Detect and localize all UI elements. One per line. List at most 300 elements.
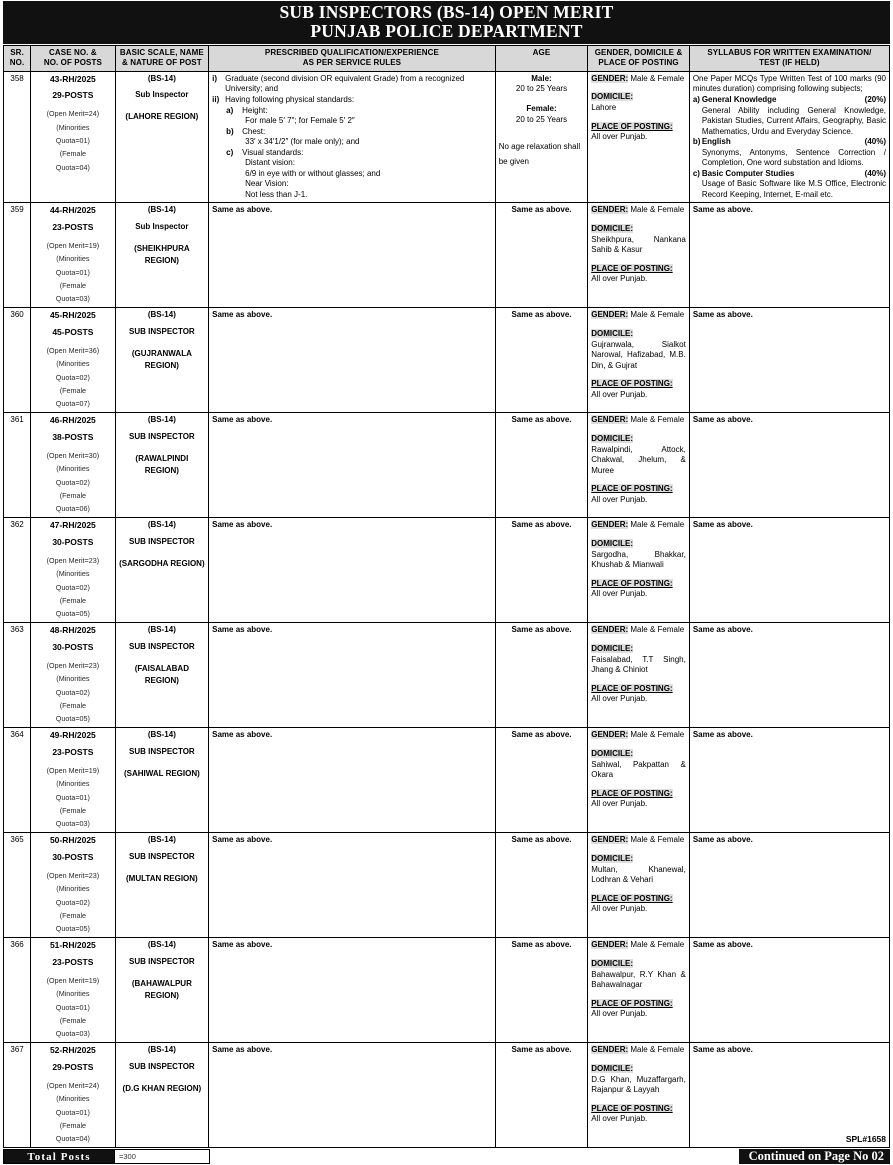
minorities-quota-label: (Minorities [56, 569, 90, 579]
domicile-label: DOMICILE: [591, 538, 634, 548]
place-of-posting-block [591, 789, 686, 810]
header-case-line1: CASE NO. & [49, 47, 97, 57]
qual-item-a-detail: For male 5′ 7″; for Female 5′ 2″ [245, 116, 355, 126]
posts-count: 30-POSTS [52, 536, 94, 547]
table-body [4, 71, 890, 1148]
open-merit-quota: (Open Merit=19) [46, 765, 100, 775]
gender-label: GENDER: [591, 205, 629, 215]
qual-item-c-d3: Near Vision: [245, 179, 289, 189]
cell-syllabus [689, 938, 889, 1043]
female-quota-label: (Female [59, 1015, 87, 1025]
cell-age [495, 413, 588, 518]
minorities-quota-label: (Minorities [56, 1094, 90, 1104]
minorities-quota-label: (Minorities [56, 989, 90, 999]
gender-block [591, 310, 686, 321]
case-number: 51-RH/2025 [49, 940, 96, 951]
open-merit-quota: (Open Merit=23) [46, 870, 100, 880]
cell-case-no [31, 308, 115, 413]
open-merit-quota: (Open Merit=19) [46, 240, 100, 250]
place-of-posting-label: PLACE OF POSTING: [591, 788, 673, 798]
female-quota-value: Quota=04) [55, 162, 90, 172]
minorities-quota-label: (Minorities [56, 464, 90, 474]
place-of-posting-label: PLACE OF POSTING: [591, 484, 673, 494]
domicile-value: Gujranwala, Sialkot Narowal, Hafizabad, M.B. Din, & Gujrat [591, 339, 686, 370]
post-name: SUB INSPECTOR [129, 1061, 195, 1071]
total-posts-group [3, 1149, 210, 1164]
domicile-value: Multan, Khanewal, Lodhran & Vehari [591, 864, 686, 885]
cell-case-no [31, 728, 115, 833]
domicile-block [591, 644, 686, 676]
cell-post [115, 1043, 209, 1148]
domicile-value: Bahawalpur, R.Y Khan & Bahawalnagar [591, 969, 686, 990]
qual-marker-a: a) [226, 105, 234, 115]
place-of-posting-value: All over Punjab. [591, 274, 648, 284]
minorities-quota-value: Quota=02) [55, 372, 90, 382]
spl-number: SPL#1658 [845, 1134, 886, 1145]
place-of-posting-block [591, 684, 686, 705]
qualification-same-as-above: Same as above. [212, 835, 273, 845]
header-syllabus [689, 45, 889, 71]
gender-value: Male & Female [630, 940, 685, 950]
header-post-line2: & NATURE OF POST [122, 58, 202, 68]
syllabus-subject-3: Basic Computer Studies [701, 168, 795, 178]
cell-syllabus [689, 203, 889, 308]
age-same-as-above: Same as above. [511, 1045, 572, 1055]
cell-syllabus [689, 71, 889, 203]
basic-scale: (BS-14) [147, 205, 176, 215]
domicile-block [591, 539, 686, 571]
gender-label: GENDER: [591, 310, 629, 320]
minorities-quota-label: (Minorities [56, 254, 90, 264]
header-gender-domicile [588, 45, 690, 71]
cell-syllabus [689, 308, 889, 413]
cell-qualification [209, 308, 496, 413]
qual-item-a: Height: [242, 105, 268, 115]
cell-age [495, 728, 588, 833]
open-merit-quota: (Open Merit=24) [46, 1080, 100, 1090]
post-region: (FAISALABAD REGION) [134, 663, 189, 685]
place-of-posting-value: All over Punjab. [591, 389, 648, 399]
minorities-quota-value: Quota=01) [55, 792, 90, 802]
cell-syllabus [689, 1043, 889, 1148]
cell-case-no [31, 518, 115, 623]
post-region: (LAHORE REGION) [125, 111, 199, 121]
female-quota-label: (Female [59, 805, 87, 815]
post-region: (SAHIWAL REGION) [123, 768, 200, 778]
cell-syllabus [689, 518, 889, 623]
basic-scale: (BS-14) [147, 415, 176, 425]
syllabus-same-as-above: Same as above. [692, 730, 753, 740]
syllabus-same-as-above: Same as above. [692, 310, 753, 320]
syllabus-intro: One Paper MCQs Type Written Test of 100 marks (90 minutes duration) comprising following subjects; [692, 73, 886, 94]
domicile-block [591, 1064, 686, 1096]
gender-value: Male & Female [630, 415, 685, 425]
cell-case-no [31, 623, 115, 728]
female-quota-value: Quota=06) [55, 504, 90, 514]
age-male-label: Male: [531, 73, 552, 83]
cell-age [495, 308, 588, 413]
syllabus-weight-1: (20%) [864, 94, 886, 104]
female-quota-value: Quota=07) [55, 399, 90, 409]
qualification-same-as-above: Same as above. [212, 730, 273, 740]
table-row [4, 518, 890, 623]
table-row [4, 728, 890, 833]
title-banner [3, 1, 890, 44]
gender-block [591, 415, 686, 426]
age-relaxation-note: No age relaxation shall be given [498, 142, 581, 167]
gender-label: GENDER: [591, 625, 629, 635]
cell-gender-domicile-posting [588, 1043, 690, 1148]
age-same-as-above: Same as above. [511, 310, 572, 320]
post-name: SUB INSPECTOR [129, 956, 195, 966]
basic-scale: (BS-14) [147, 520, 176, 530]
female-quota-label: (Female [59, 149, 87, 159]
cell-gender-domicile-posting [588, 71, 690, 203]
qualification-same-as-above: Same as above. [212, 625, 273, 635]
place-of-posting-value: All over Punjab. [591, 589, 648, 599]
case-number: 46-RH/2025 [49, 415, 96, 426]
case-number: 49-RH/2025 [49, 730, 96, 741]
cell-age [495, 203, 588, 308]
qual-item-c-d2: 6/9 in eye with or without glasses; and [245, 168, 381, 178]
place-of-posting-block [591, 999, 686, 1020]
cell-gender-domicile-posting [588, 308, 690, 413]
female-quota-value: Quota=03) [55, 1029, 90, 1039]
qual-item-c: Visual standards: [242, 147, 304, 157]
domicile-value: Sheikhpura, Nankana Sahib & Kasur [591, 234, 686, 255]
advertisement-page [0, 1, 893, 1164]
header-syl-line1: SYLLABUS FOR WRITTEN EXAMINATION/ [707, 47, 872, 57]
cell-syllabus [689, 413, 889, 518]
minorities-quota-value: Quota=01) [55, 135, 90, 145]
gender-block [591, 940, 686, 951]
table-row [4, 413, 890, 518]
domicile-label: DOMICILE: [591, 1063, 634, 1073]
cell-post [115, 308, 209, 413]
case-number: 43-RH/2025 [49, 73, 96, 84]
post-region: (BAHAWALPUR REGION) [131, 978, 192, 1000]
place-of-posting-block [591, 379, 686, 400]
gender-label: GENDER: [591, 73, 629, 83]
age-same-as-above: Same as above. [511, 835, 572, 845]
cell-sr-no: 358 [4, 71, 31, 203]
minorities-quota-label: (Minorities [56, 122, 90, 132]
domicile-label: DOMICILE: [591, 223, 634, 233]
cell-sr-no: 363 [4, 623, 31, 728]
minorities-quota-label: (Minorities [56, 674, 90, 684]
qual-item-b: Chest: [242, 126, 266, 136]
qualification-same-as-above: Same as above. [212, 310, 273, 320]
syllabus-item-1 [693, 95, 886, 106]
qual-item-i: Graduate (second division OR equivalent Grade) from a recognized [225, 73, 465, 83]
syllabus-same-as-above: Same as above. [692, 415, 753, 425]
syllabus-desc-1: General Ability including General Knowledge, Pakistan Studies, Current Affairs, Geography, Basic Mathematics, Urdu and Everyday Science. [701, 105, 886, 136]
cell-qualification [209, 623, 496, 728]
minorities-quota-label: (Minorities [56, 884, 90, 894]
continued-note: Continued on Page No 02 [739, 1149, 890, 1164]
cell-age [495, 833, 588, 938]
cell-qualification [209, 518, 496, 623]
post-region: (D.G KHAN REGION) [122, 1083, 202, 1093]
female-quota-label: (Female [59, 700, 87, 710]
place-of-posting-label: PLACE OF POSTING: [591, 893, 673, 903]
age-same-as-above: Same as above. [511, 940, 572, 950]
cell-sr-no: 367 [4, 1043, 31, 1148]
domicile-value: Faisalabad, T.T Singh, Jhang & Chiniot [591, 654, 686, 675]
table-header-row [4, 45, 890, 71]
cell-case-no [31, 71, 115, 203]
domicile-label: DOMICILE: [591, 328, 634, 338]
syllabus-same-as-above: Same as above. [692, 940, 753, 950]
qualification-list [212, 74, 492, 201]
header-post-line1: BASIC SCALE, NAME [119, 47, 204, 57]
cell-gender-domicile-posting [588, 203, 690, 308]
female-quota-label: (Female [59, 910, 87, 920]
age-same-as-above: Same as above. [511, 205, 572, 215]
place-of-posting-label: PLACE OF POSTING: [591, 683, 673, 693]
gender-value: Male & Female [630, 205, 685, 215]
cell-qualification [209, 938, 496, 1043]
posts-count: 30-POSTS [52, 851, 94, 862]
post-name: SUB INSPECTOR [129, 641, 195, 651]
syllabus-marker-3: c) [692, 168, 700, 178]
place-of-posting-block [591, 484, 686, 505]
cell-post [115, 623, 209, 728]
domicile-label: DOMICILE: [591, 92, 634, 102]
syllabus-same-as-above: Same as above. [692, 835, 753, 845]
cell-case-no [31, 203, 115, 308]
cell-post [115, 833, 209, 938]
place-of-posting-value: All over Punjab. [591, 904, 648, 914]
cell-qualification [209, 71, 496, 203]
qual-marker-c: c) [226, 147, 234, 157]
post-region: (MULTAN REGION) [126, 873, 198, 883]
open-merit-quota: (Open Merit=36) [46, 345, 100, 355]
qual-item-c-d1: Distant vision: [245, 158, 295, 168]
cell-qualification [209, 833, 496, 938]
syllabus-marker-2: b) [692, 137, 701, 147]
table-row [4, 308, 890, 413]
basic-scale: (BS-14) [147, 310, 176, 320]
minorities-quota-value: Quota=02) [55, 897, 90, 907]
place-of-posting-value: All over Punjab. [591, 132, 648, 142]
female-quota-value: Quota=05) [55, 609, 90, 619]
cell-case-no [31, 833, 115, 938]
place-of-posting-block [591, 122, 686, 143]
minorities-quota-value: Quota=01) [55, 1002, 90, 1012]
syllabus-subject-1: General Knowledge [701, 94, 777, 104]
cell-age [495, 518, 588, 623]
syllabus-same-as-above: Same as above. [692, 205, 753, 215]
basic-scale: (BS-14) [147, 730, 176, 740]
gender-value: Male & Female [630, 310, 685, 320]
place-of-posting-label: PLACE OF POSTING: [591, 998, 673, 1008]
case-number: 48-RH/2025 [49, 625, 96, 636]
header-syl-line2: TEST (IF HELD) [759, 58, 820, 68]
gender-block [591, 625, 686, 636]
female-quota-label: (Female [59, 595, 87, 605]
cell-syllabus [689, 833, 889, 938]
female-quota-value: Quota=05) [55, 714, 90, 724]
qual-item-b-detail: 33′ x 34′1/2″ (for male only); and [245, 137, 360, 147]
table-row [4, 71, 890, 203]
title-line-1: SUB INSPECTORS (BS-14) OPEN MERIT [279, 2, 614, 22]
syllabus-same-as-above: Same as above. [692, 520, 753, 530]
cell-sr-no: 366 [4, 938, 31, 1043]
domicile-label: DOMICILE: [591, 958, 634, 968]
female-quota-label: (Female [59, 280, 87, 290]
place-of-posting-block [591, 894, 686, 915]
qualification-same-as-above: Same as above. [212, 205, 273, 215]
cell-post [115, 518, 209, 623]
cell-sr-no: 364 [4, 728, 31, 833]
cell-gender-domicile-posting [588, 623, 690, 728]
female-quota-value: Quota=05) [55, 924, 90, 934]
post-name: Sub Inspector [135, 90, 189, 100]
cell-age [495, 938, 588, 1043]
gender-label: GENDER: [591, 835, 629, 845]
basic-scale: (BS-14) [147, 73, 176, 83]
post-region: (GUJRANWALA REGION) [131, 348, 192, 370]
place-of-posting-label: PLACE OF POSTING: [591, 121, 673, 131]
domicile-label: DOMICILE: [591, 433, 634, 443]
domicile-value: Lahore [591, 102, 617, 112]
age-female-value: 20 to 25 Years [515, 114, 568, 124]
cell-qualification [209, 203, 496, 308]
header-case-line2: NO. OF POSTS [43, 58, 102, 68]
total-posts-label: Total Posts [3, 1149, 115, 1164]
domicile-block [591, 749, 686, 781]
syllabus-same-as-above: Same as above. [692, 625, 753, 635]
age-female-label: Female: [526, 103, 557, 113]
minorities-quota-value: Quota=01) [55, 1107, 90, 1117]
gender-block [591, 835, 686, 846]
gender-value: Male & Female [630, 625, 685, 635]
cell-qualification [209, 413, 496, 518]
gender-value: Male & Female [630, 730, 685, 740]
header-age: AGE [495, 45, 588, 71]
female-quota-value: Quota=03) [55, 819, 90, 829]
header-qualification [209, 45, 496, 71]
minorities-quota-value: Quota=02) [55, 582, 90, 592]
gender-label: GENDER: [591, 730, 629, 740]
qual-marker-ii: ii) [212, 94, 220, 104]
case-number: 47-RH/2025 [49, 520, 96, 531]
syllabus-item-3 [693, 169, 886, 180]
footer-spacer [210, 1149, 739, 1164]
post-name: SUB INSPECTOR [129, 326, 195, 336]
place-of-posting-value: All over Punjab. [591, 494, 648, 504]
open-merit-quota: (Open Merit=30) [46, 450, 100, 460]
place-of-posting-block [591, 264, 686, 285]
syllabus-desc-2: Synonyms, Antonyms, Sentence Correction / Completion, One word substation and Idioms. [701, 147, 886, 168]
gender-label: GENDER: [591, 1045, 629, 1055]
cell-qualification [209, 728, 496, 833]
gender-label: GENDER: [591, 940, 629, 950]
posts-count: 23-POSTS [52, 956, 94, 967]
minorities-quota-value: Quota=01) [55, 267, 90, 277]
place-of-posting-label: PLACE OF POSTING: [591, 578, 673, 588]
minorities-quota-label: (Minorities [56, 779, 90, 789]
age-same-as-above: Same as above. [511, 415, 572, 425]
domicile-block [591, 434, 686, 476]
table-row [4, 833, 890, 938]
place-of-posting-value: All over Punjab. [591, 799, 648, 809]
domicile-block [591, 329, 686, 371]
place-of-posting-block [591, 1104, 686, 1125]
cell-gender-domicile-posting [588, 728, 690, 833]
cell-syllabus [689, 623, 889, 728]
minorities-quota-value: Quota=02) [55, 477, 90, 487]
header-post [115, 45, 209, 71]
minorities-quota-label: (Minorities [56, 359, 90, 369]
cell-sr-no: 361 [4, 413, 31, 518]
syllabus-weight-2: (40%) [864, 137, 886, 147]
posts-count: 23-POSTS [52, 221, 94, 232]
cell-post [115, 203, 209, 308]
table-row [4, 203, 890, 308]
age-same-as-above: Same as above. [511, 625, 572, 635]
domicile-label: DOMICILE: [591, 853, 634, 863]
syllabus-marker-1: a) [692, 94, 700, 104]
gender-value: Male & Female [630, 835, 685, 845]
cell-sr-no: 362 [4, 518, 31, 623]
qual-marker-b: b) [226, 126, 234, 136]
domicile-value: Sahiwal, Pakpattan & Okara [591, 759, 686, 780]
domicile-label: DOMICILE: [591, 748, 634, 758]
cell-post [115, 728, 209, 833]
place-of-posting-value: All over Punjab. [591, 1114, 648, 1124]
qualification-same-as-above: Same as above. [212, 415, 273, 425]
cell-age [495, 71, 588, 203]
cell-case-no [31, 1043, 115, 1148]
case-number: 50-RH/2025 [49, 835, 96, 846]
cell-syllabus [689, 728, 889, 833]
cell-gender-domicile-posting [588, 518, 690, 623]
gender-block [591, 520, 686, 531]
domicile-value: D.G Khan, Muzaffargarh, Rajanpur & Layyah [591, 1074, 686, 1095]
header-gdp-line1: GENDER, DOMICILE & [594, 47, 683, 57]
header-sr-no [4, 45, 31, 71]
domicile-label: DOMICILE: [591, 643, 634, 653]
open-merit-quota: (Open Merit=23) [46, 660, 100, 670]
posts-count: 29-POSTS [52, 90, 94, 101]
qual-item-i-cont: University; and [225, 84, 279, 94]
domicile-block [591, 959, 686, 991]
cell-post [115, 413, 209, 518]
cell-age [495, 623, 588, 728]
gender-label: GENDER: [591, 520, 629, 530]
age-same-as-above: Same as above. [511, 520, 572, 530]
post-name: SUB INSPECTOR [129, 746, 195, 756]
basic-scale: (BS-14) [147, 625, 176, 635]
header-qual-line1: PRESCRIBED QUALIFICATION/EXPERIENCE [264, 47, 439, 57]
syllabus-item-2 [693, 137, 886, 148]
cell-post [115, 71, 209, 203]
table-row [4, 938, 890, 1043]
syllabus-desc-3: Usage of Basic Software like M.S Office, Electronic Record Keeping, Internet, E-mail etc. [701, 179, 886, 199]
gender-block [591, 730, 686, 741]
total-posts-value: =300 [115, 1149, 210, 1164]
post-region: (SARGODHA REGION) [119, 558, 205, 568]
qualification-same-as-above: Same as above. [212, 1045, 273, 1055]
age-same-as-above: Same as above. [511, 730, 572, 740]
case-number: 44-RH/2025 [49, 205, 96, 216]
cell-age [495, 1043, 588, 1148]
place-of-posting-label: PLACE OF POSTING: [591, 263, 673, 273]
place-of-posting-value: All over Punjab. [591, 1009, 648, 1019]
case-number: 45-RH/2025 [49, 310, 96, 321]
